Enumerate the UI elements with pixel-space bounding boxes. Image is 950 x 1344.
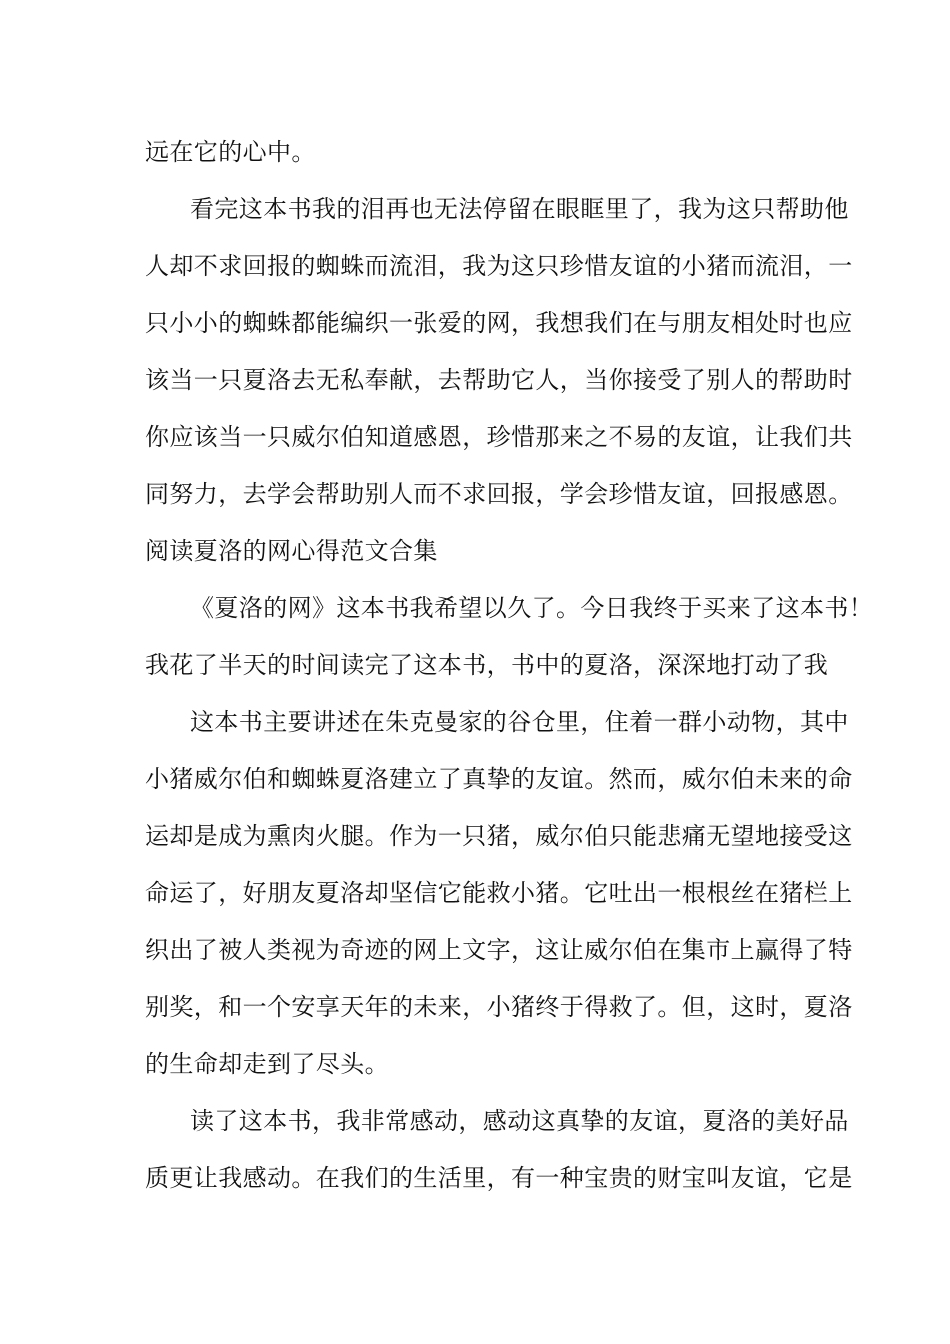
section-heading: 阅读夏洛的网心得范文合集 xyxy=(145,537,438,565)
text-line: 我花了半天的时间读完了这本书，书中的夏洛，深深地打动了我 xyxy=(145,651,829,679)
text-line: 小猪威尔伯和蜘蛛夏洛建立了真挚的友谊。然而，威尔伯未来的命 xyxy=(145,765,853,793)
paragraph-start-line: 读了这本书，我非常感动，感动这真挚的友谊，夏洛的美好品 xyxy=(190,1107,849,1135)
text-line: 该当一只夏洛去无私奉献，去帮助它人，当你接受了别人的帮助时 xyxy=(145,366,853,394)
text-line: 远在它的心中。 xyxy=(145,138,316,166)
text-line: 你应该当一只威尔伯知道感恩，珍惜那来之不易的友谊，让我们共 xyxy=(145,423,853,451)
text-line: 只小小的蜘蛛都能编织一张爱的网，我想我们在与朋友相处时也应 xyxy=(145,309,853,337)
text-line: 织出了被人类视为奇迹的网上文字，这让威尔伯在集市上赢得了特 xyxy=(145,936,853,964)
text-line: 运却是成为熏肉火腿。作为一只猪，威尔伯只能悲痛无望地接受这 xyxy=(145,822,853,850)
text-line: 别奖，和一个安享天年的未来，小猪终于得救了。但，这时，夏洛 xyxy=(145,993,853,1021)
text-line: 人却不求回报的蜘蛛而流泪，我为这只珍惜友谊的小猪而流泪，一 xyxy=(145,252,853,280)
text-line: 同努力，去学会帮助别人而不求回报，学会珍惜友谊，回报感恩。 xyxy=(145,480,853,508)
text-line: 质更让我感动。在我们的生活里，有一种宝贵的财宝叫友谊，它是 xyxy=(145,1164,853,1192)
paragraph-start-line: 《夏洛的网》这本书我希望以久了。今日我终于买来了这本书！ xyxy=(190,594,874,622)
paragraph-start-line: 这本书主要讲述在朱克曼家的谷仓里，住着一群小动物，其中 xyxy=(190,708,849,736)
text-line: 的生命却走到了尽头。 xyxy=(145,1050,389,1078)
text-line: 命运了，好朋友夏洛却坚信它能救小猪。它吐出一根根丝在猪栏上 xyxy=(145,879,853,907)
paragraph-start-line: 看完这本书我的泪再也无法停留在眼眶里了，我为这只帮助他 xyxy=(190,195,849,223)
